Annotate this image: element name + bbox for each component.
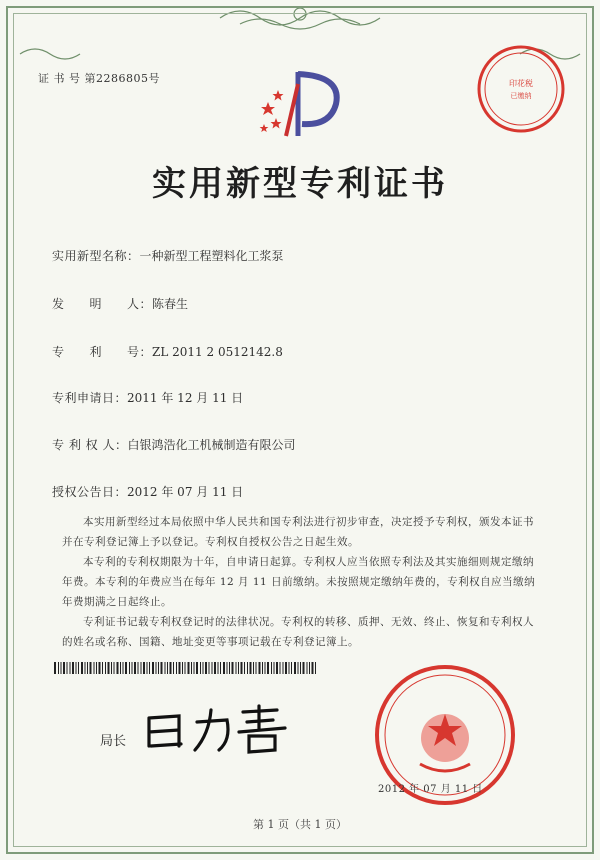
certificate-number: 证 书 号 第2286805号 [38, 72, 160, 85]
director-signature [135, 700, 295, 760]
top-red-seal [474, 42, 568, 136]
field-patentee [52, 436, 295, 453]
seal-date: 2012 年 07 月 11 日 [378, 784, 483, 795]
body-paragraph: 本实用新型经过本局依照中华人民共和国专利法进行初步审查，决定授予专利权，颁发本证书并在专利登记簿上予以登记。专利权自授权公告之日起生效。 [62, 516, 534, 548]
body-paragraph: 本专利的专利权期限为十年，自申请日起算。专利权人应当依照专利法及其实施细则规定缴纳年费。本专利的年费应当在每年 12 月 11 日前缴纳。未按照规定缴纳年费的，专利权自应当缴纳年费期满之日起终止。 [62, 556, 536, 608]
barcode [54, 662, 318, 674]
field-value: 2011 年 12 月 11 日 [127, 391, 244, 405]
field-grant-date [52, 483, 243, 500]
field-value: 一种新型工程塑料化工浆泵 [139, 249, 284, 263]
field-value: 2012 年 07 月 11 日 [127, 485, 244, 499]
field-label: 专 利 号： [52, 345, 153, 359]
page-indicator: 第 1 页（共 1 页） [253, 818, 347, 831]
field-patent-number [52, 343, 283, 360]
field-utility-name [52, 247, 284, 264]
svg-text:印花税: 印花税 [509, 79, 533, 88]
body-paragraph: 专利证书记载专利权登记时的法律状况。专利权的转移、质押、无效、终止、恢复和专利权人的姓名或名称、国籍、地址变更等事项记载在专利登记簿上。 [62, 616, 534, 648]
field-application-date [52, 389, 243, 406]
director-label: 局长 [100, 734, 127, 749]
svg-text:已缴纳: 已缴纳 [510, 92, 532, 100]
field-label: 专 利 权 人： [52, 438, 128, 452]
field-label: 专利申请日： [52, 391, 128, 405]
field-label: 实用新型名称： [52, 249, 140, 263]
patent-office-logo [256, 64, 356, 144]
field-label: 授权公告日： [52, 485, 128, 499]
field-value: 白银鸿浩化工机械制造有限公司 [127, 438, 296, 452]
field-label: 发 明 人： [52, 297, 153, 311]
certificate-body [62, 512, 542, 652]
field-value: ZL 2011 2 0512142.8 [152, 345, 283, 359]
field-inventor [52, 295, 188, 312]
certificate-title: 实用新型专利证书 [152, 164, 448, 204]
field-value: 陈春生 [152, 297, 189, 311]
